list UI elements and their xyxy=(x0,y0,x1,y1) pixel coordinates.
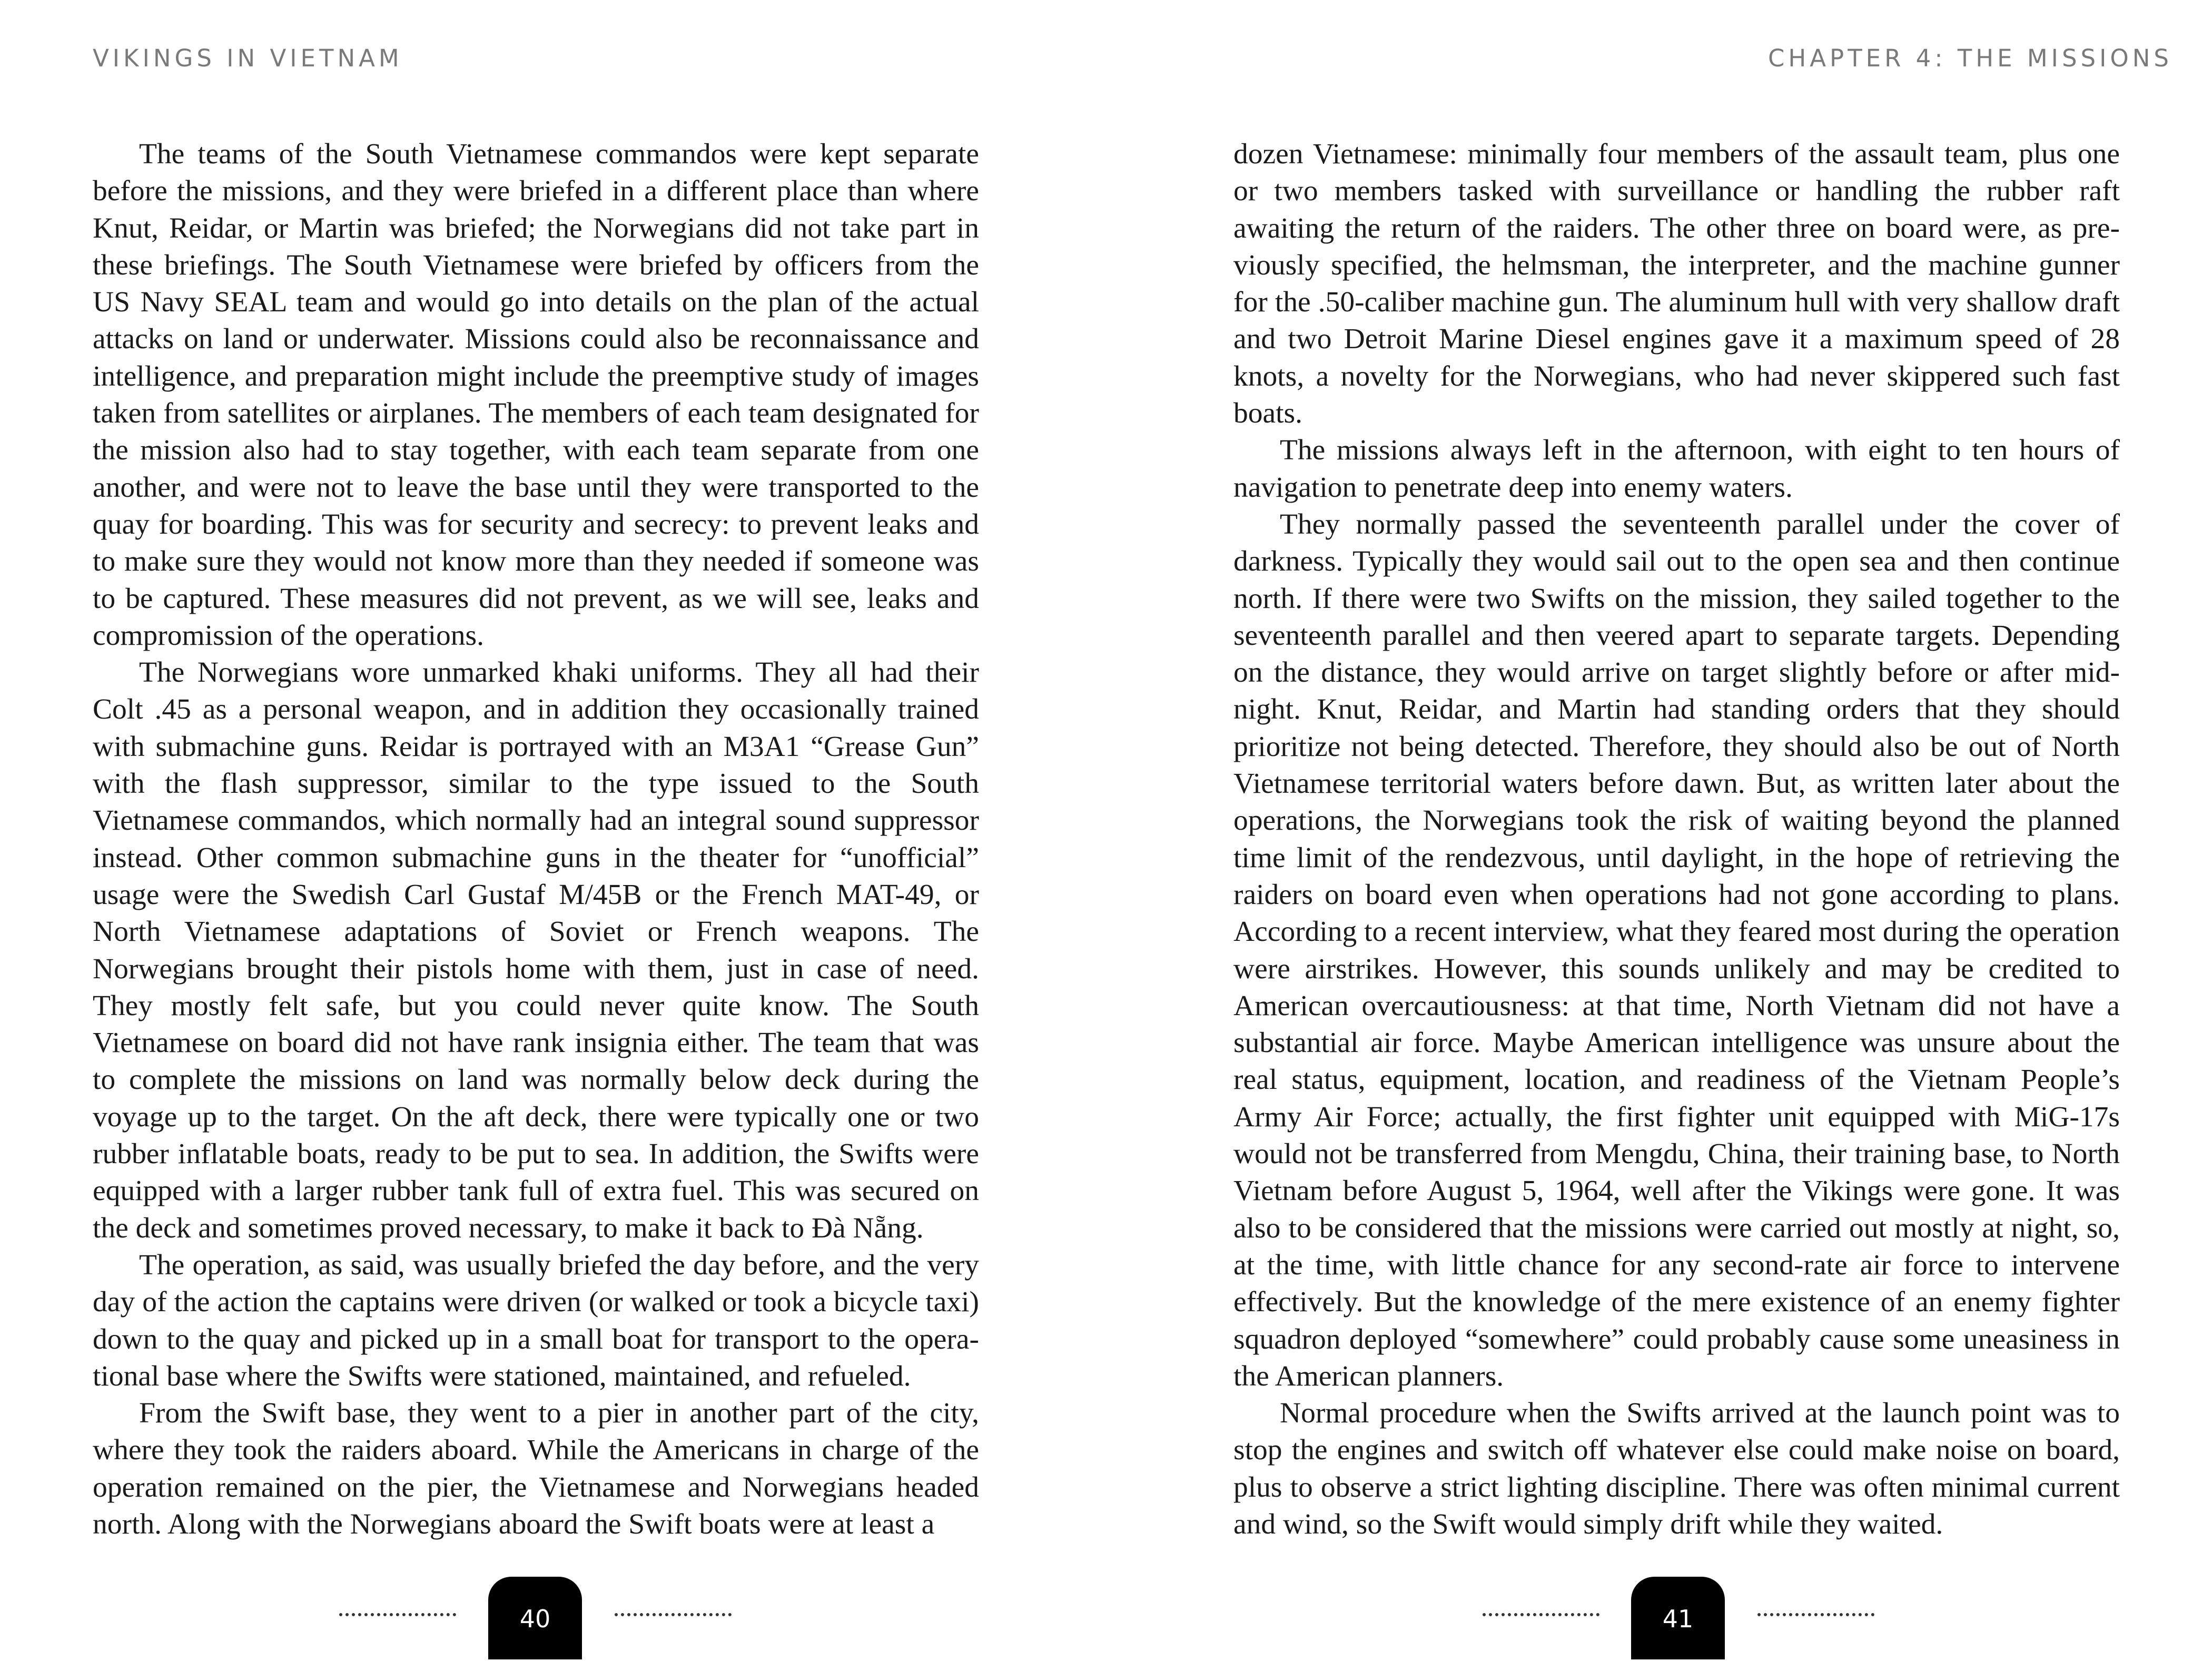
paragraph: The Norwegians wore unmarked khaki uniforms. They all had their Colt .45 as a personal weapon, and in addition they occasionally trained with submachine guns. Reidar is portrayed with an M3A1 “Grease Gun” with the flash suppressor, similar to the type issued to the South Vietnamese commandos, which normally had an integral sound suppressor instead. Other common submachine guns in the theater for “unofficial” usage were the Swedish Carl Gustaf M/45B or the French MAT-49, or North Vietnamese adaptations of Soviet or French weapons. The Norwegians brought their pistols home with them, just in case of need. They mostly felt safe, but you could never quite know. The South Vietnamese on board did not have rank insignia either. The team that was to complete the missions on land was normally below deck during the voyage up to the target. On the aft deck, there were typically one or two rubber inflatable boats, ready to be put to sea. In addition, the Swifts were equipped with a larger rubber tank full of extra fuel. This was secured on the deck and sometimes proved necessary, to make it back to Đà Nẵng. xyxy=(93,656,979,1244)
paragraph: Normal procedure when the Swifts arrived at the launch point was to stop the engines and switch off whatever else could make noise on board, plus to observe a strict lighting discipline. There was often minimal current and wind, so the Swift would simply drift while they waited. xyxy=(1233,1397,2120,1540)
folio-dotted-rule-left xyxy=(1483,1613,1599,1616)
page-number: 40 xyxy=(488,1577,582,1659)
right-page xyxy=(1106,0,2212,1659)
running-head-chapter-title: CHAPTER 4: THE MISSIONS xyxy=(1768,44,2172,72)
paragraph: The teams of the South Vietnamese commandos were kept separate before the missions, and they were briefed in a different place than where Knut, Reidar, or Martin was briefed; the Norwegians did not take part in these briefings. The South Vietnamese were briefed by officers from the US Navy SEAL team and would go into details on the plan of the actual attacks on land or underwater. Missions could also be reconnaissance and intelligence, and preparation might include the preemptive study of images taken from satellites or airplanes. The members of each team designated for the mission also had to stay together, with each team separate from one another, and were not to leave the base until they were transported to the quay for boarding. This was for security and secrecy: to prevent leaks and to make sure they would not know more than they needed if someone was to be captured. These measures did not prevent, as we will see, leaks and compromission of the operations. xyxy=(93,138,979,652)
folio-dotted-rule-left xyxy=(339,1613,456,1616)
running-head-book-title: VIKINGS IN VIETNAM xyxy=(93,44,403,72)
body-text xyxy=(1233,136,2120,1543)
folio-dotted-rule-right xyxy=(1757,1613,1874,1616)
paragraph: They normally passed the seventeenth parallel under the cover of darkness. Typically they would sail out to the open sea and then continue north. If there were two Swifts on the mission, they sailed together to the seventeenth parallel and then veered apart to separate targets. Depending on the distance, they would arrive on target slightly before or after midnight. Knut, Reidar, and Martin had standing orders that they should prioritize not being detected. Therefore, they should also be out of North Vietnamese territorial waters before dawn. But, as written later about the operations, the Norwegians took the risk of waiting beyond the planned time limit of the rendezvous, until daylight, in the hope of retrieving the raiders on board even when operations had not gone according to plans. According to a recent interview, what they feared most during the operation were airstrikes. However, this sounds unlikely and may be credited to American overcautiousness: at that time, North Vietnam did not have a substantial air force. Maybe American intelligence was unsure about the real status, equipment, location, and readiness of the Vietnam People’s Army Air Force; actually, the first fighter unit equipped with MiG-17s would not be transferred from Mengdu, China, their training base, to North Vietnam before August 5, 1964, well after the Vikings were gone. It was also to be considered that the missions were carried out mostly at night, so, at the time, with little chance for any second-rate air force to intervene effectively. But the knowledge of the mere existence of an enemy fighter squadron deployed “somewhere” could probably cause some uneasiness in the American planners. xyxy=(1233,508,2120,1392)
left-page xyxy=(0,0,1106,1659)
paragraph-continuation: dozen Vietnamese: minimally four members of the assault team, plus one or two members tasked with surveillance or handling the rubber raft awaiting the return of the raiders. The other three on board were, as previously specified, the helmsman, the interpreter, and the machine gunner for the .50-caliber machine gun. The aluminum hull with very shallow draft and two Detroit Marine Diesel engines gave it a maximum speed of 28 knots, a novelty for the Norwegians, who had never skippered such fast boats. xyxy=(1233,138,2120,430)
folio-dotted-rule-right xyxy=(615,1613,732,1616)
body-text xyxy=(93,136,979,1543)
paragraph: The missions always left in the afternoon, with eight to ten hours of navigation to penetrate deep into enemy waters. xyxy=(1233,434,2120,504)
paragraph: From the Swift base, they went to a pier in another part of the city, where they took the raiders aboard. While the Americans in charge of the operation remained on the pier, the Vietnamese and Norwegians headed north. Along with the Norwegians aboard the Swift boats were at least a xyxy=(93,1397,979,1540)
page-number: 41 xyxy=(1631,1577,1725,1659)
paragraph: The operation, as said, was usually briefed the day before, and the very day of the action the captains were driven (or walked or took a bicycle taxi) down to the quay and picked up in a small boat for transport to the operational base where the Swifts were stationed, maintained, and refueled. xyxy=(93,1249,979,1392)
